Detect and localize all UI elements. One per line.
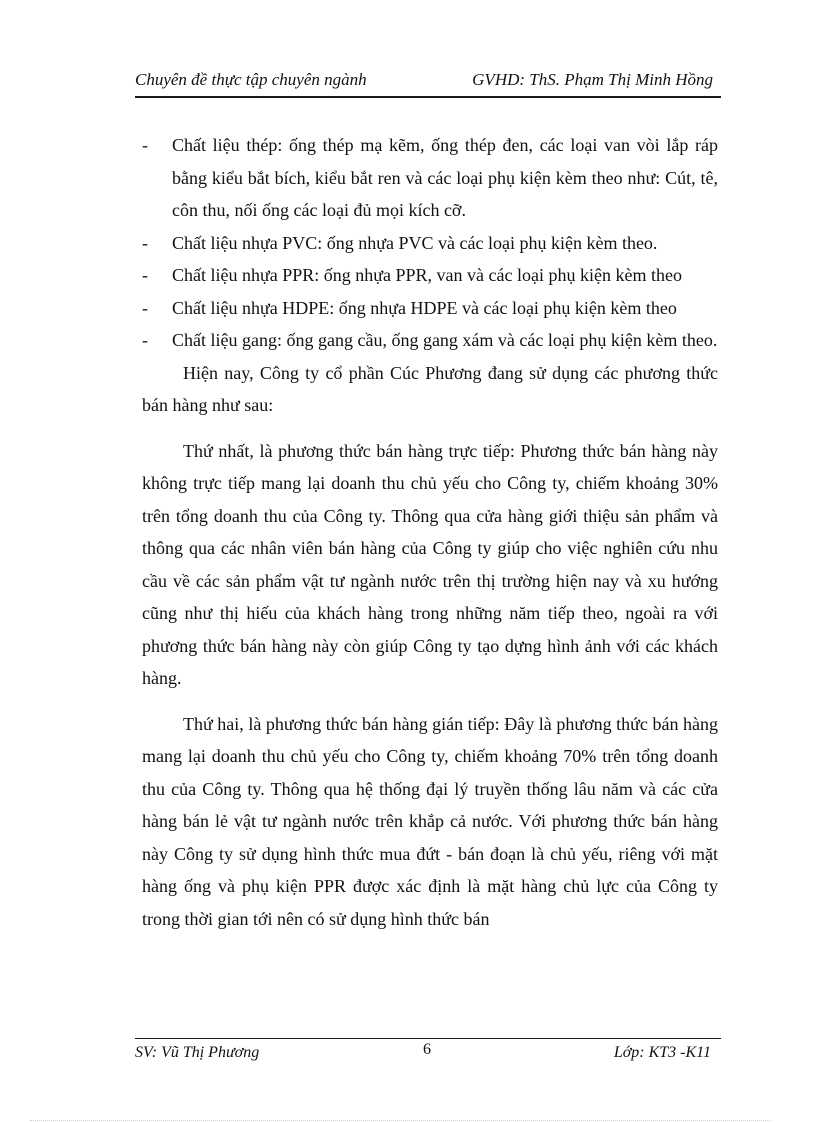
- list-item-text: Chất liệu nhựa HDPE: ống nhựa HDPE và các loại phụ kiện kèm theo: [172, 297, 677, 318]
- bullet-dash: -: [142, 265, 148, 285]
- header-supervisor: GVHD: ThS. Phạm Thị Minh Hồng: [472, 70, 713, 89]
- page-footer: [135, 1038, 721, 1071]
- footer-student: SV: Vũ Thị Phương: [135, 1044, 260, 1061]
- bullet-dash: -: [142, 330, 148, 350]
- list-item: [142, 227, 718, 260]
- list-item: [142, 292, 718, 325]
- bullet-dash: -: [142, 297, 148, 318]
- list-item: [142, 324, 718, 357]
- list-item-text: Chất liệu nhựa PVC: ống nhựa PVC và các loại phụ kiện kèm theo.: [172, 232, 658, 253]
- list-item: [142, 129, 718, 227]
- list-item-text: Chất liệu gang: ống gang cầu, ống gang xám và các loại phụ kiện kèm theo.: [172, 330, 718, 350]
- list-item-text: Chất liệu nhựa PPR: ống nhựa PPR, van và các loại phụ kiện kèm theo: [172, 265, 682, 285]
- bullet-dash: -: [142, 135, 148, 155]
- bottom-dotted-divider: [30, 1120, 770, 1121]
- page-header: [135, 66, 721, 98]
- list-item-text: Chất liệu thép: ống thép mạ kẽm, ống thép đen, các loại van vòi lắp ráp bằng kiểu bắt bích, kiểu bắt ren và các loại phụ kiện kèm theo như: Cút, tê, côn thu, nối ống các loại đủ mọi kích cỡ.: [172, 135, 718, 220]
- direct-sales-paragraph: Thứ nhất, là phương thức bán hàng trực tiếp: Phương thức bán hàng này không trực tiếp mang lại doanh thu chủ yếu cho Công ty, chiếm khoảng 30% trên tổng doanh thu của Công ty. Thông qua cửa hàng giới thiệu sản phẩm và thông qua các nhân viên bán hàng của Công ty giúp cho việc nghiên cứu nhu cầu về các sản phẩm vật tư ngành nước trên thị trường hiện nay và xu hướng cũng như thị hiếu của khách hàng trong những năm tiếp theo, ngoài ra với phương thức bán hàng này còn giúp Công ty tạo dựng hình ảnh với các khách hàng.: [142, 440, 718, 688]
- bullet-dash: -: [142, 232, 148, 253]
- indirect-sales-paragraph: Thứ hai, là phương thức bán hàng gián tiếp: Đây là phương thức bán hàng mang lại doanh thu chủ yếu cho Công ty, chiếm khoảng 70% trên tổng doanh thu của Công ty. Thông qua hệ thống đại lý truyền thống lâu năm và các cửa hàng bán lẻ vật tư ngành nước trên khắp cả nước. Với phương thức bán hàng này Công ty sử dụng hình thức mua đứt - bán đoạn là chủ yếu, riêng với mặt hàng ống và phụ kiện PPR được xác định là mặt hàng chủ lực của Công ty trong thời gian tới nên có sử dụng hình thức bán: [142, 713, 718, 929]
- page-number: 6: [423, 1041, 431, 1058]
- header-title: Chuyên đề thực tập chuyên ngành: [135, 70, 367, 89]
- footer-class: Lớp: KT3 -K11: [613, 1044, 711, 1061]
- list-item: [142, 259, 718, 292]
- document-body: [142, 129, 718, 935]
- intro-paragraph: Hiện nay, Công ty cổ phần Cúc Phương đang sử dụng các phương thức bán hàng như sau:: [142, 362, 718, 415]
